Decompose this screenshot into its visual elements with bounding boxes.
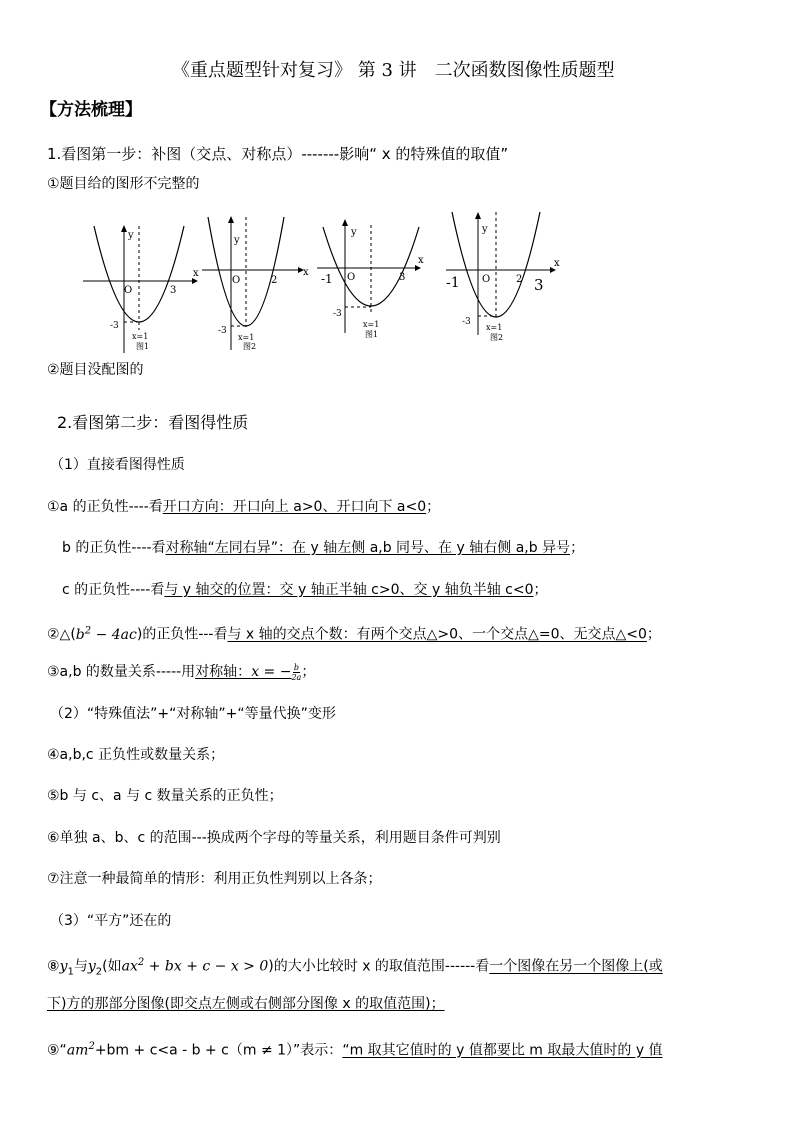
parabola-figures <box>80 210 560 355</box>
item-6: ⑥单独 a、b、c 的范围---换成两个字母的等量关系，利用题目条件可判别 <box>47 830 501 846</box>
graph-3-left-root: -1 <box>321 272 333 286</box>
delta-math: $b^2 - 4ac$ <box>75 625 137 643</box>
graph-2 <box>200 215 315 355</box>
graph-4-y-label: y <box>482 224 488 235</box>
graph-2-caption: 图2 <box>243 342 257 351</box>
ab-x: x <box>251 664 260 680</box>
graph-3-x-label: x <box>418 255 424 266</box>
delta-sign-line <box>47 621 661 645</box>
step1-item1: ①题目给的图形不完整的 <box>47 176 200 192</box>
graph-3-origin: O <box>347 272 356 283</box>
a-sign-rule: 开口方向：开口向上 a>0、开口向下 a<0 <box>162 499 427 515</box>
ab-rule-label: 对称轴： <box>195 664 252 680</box>
step2-heading: 2.看图第二步：看图得性质 <box>57 413 249 432</box>
item-9-rest: +bm + c<a - b + c（m ≠ 1）”表示： <box>94 1042 343 1059</box>
item-7: ⑦注意一种最简单的情形：利用正负性判别以上各条； <box>47 871 382 887</box>
ab-rule <box>195 664 301 680</box>
delta-math-b: b <box>75 626 85 643</box>
step2-sub2: （2）“特殊值法”+“对称轴”+“等量代换”变形 <box>50 706 336 722</box>
ab-relation-line <box>47 662 315 682</box>
c-sign-prefix: c 的正负性----看 <box>62 582 165 598</box>
ab-prefix: ③a,b 的数量关系-----用 <box>47 664 196 680</box>
item-8-expr: ax <box>121 958 138 975</box>
step1-item2: ②题目没配图的 <box>47 362 144 378</box>
ab-eq: = − <box>259 664 292 680</box>
graph-3-vertex-y: -3 <box>333 309 342 319</box>
graph-1 <box>80 218 200 358</box>
graph-3-axis-label: x=1 <box>363 320 380 329</box>
ab-fraction <box>291 663 301 682</box>
step2-sub3: （3）“平方”还在的 <box>50 913 172 929</box>
graph-4-x-label: x <box>554 258 560 269</box>
b-sign-rule: 对称轴“左同右异”：在 y 轴左侧 a,b 同号、在 y 轴右侧 a,b 异号 <box>165 540 571 556</box>
item-8-rule-part2: 下)方的那部分图像(即交点左侧或右侧部分图像 x 的取值范围)； <box>47 996 445 1012</box>
ab-end: ； <box>301 664 316 680</box>
delta-end: ； <box>646 626 661 643</box>
section-heading: 【方法梳理】 <box>40 100 142 120</box>
c-sign-rule: 与 y 轴交的位置：交 y 轴正半轴 c>0、交 y 轴负半轴 c<0 <box>164 582 534 598</box>
graph-1-origin: O <box>124 285 133 296</box>
item-9-line: $⑨“am^2+bm + c<a - b + c(m \ne 1)$”表示：“m 取其它值时的 y 值都要比 m 取最大值时的 y 值 <box>47 1041 663 1059</box>
item-4: ④a,b,c 正负性或数量关系； <box>47 747 225 763</box>
item-8-expr2: + bx + c − x > 0 <box>144 958 269 975</box>
item-8-and: 与 <box>73 958 88 975</box>
graph-3 <box>315 215 430 355</box>
delta-mid: )的正负性---看 <box>136 626 228 643</box>
graph-4-origin: O <box>482 274 491 285</box>
graph-2-root: 2 <box>271 275 278 286</box>
graph-2-y-label: y <box>234 235 240 246</box>
item-8-rule-part1: 一个图像在另一个图像上(或 <box>489 958 663 975</box>
item-9-prefix: ⑨“ <box>47 1042 67 1059</box>
graph-4-axis-label: x=1 <box>486 323 503 332</box>
item-8-prefix: ⑧ <box>47 958 60 975</box>
delta-prefix: ②△( <box>47 626 76 643</box>
page-title: 《重点题型针对复习》 第 3 讲 二次函数图像性质题型 <box>172 60 615 81</box>
delta-rule: 与 x 轴的交点个数：有两个交点△>0、一个交点△=0、无交点△<0 <box>227 626 647 643</box>
item-5: ⑤b 与 c、a 与 c 数量关系的正负性； <box>47 788 283 804</box>
item-8-line1: $⑧y_1$与$y_2$(如$ax^2$ + bx + c − x > 0)的大小比较时 x 的取值范围------看一个图像在另一个图像上(或 <box>47 957 663 978</box>
graph-1-y-label: y <box>128 230 134 241</box>
item-8-y2-sub: 2 <box>95 966 103 978</box>
item-8-y2: y <box>87 958 96 975</box>
b-sign-prefix: b 的正负性----看 <box>62 540 166 556</box>
graph-3-caption: 图1 <box>365 330 379 339</box>
graph-3-root: 3 <box>399 272 406 283</box>
item-8-y1-sub: 1 <box>67 966 74 978</box>
c-sign-line <box>62 580 548 600</box>
graph-1-vertex-y: -3 <box>110 321 119 331</box>
graph-2-axis-label: x=1 <box>238 333 255 342</box>
graph-1-root: 3 <box>170 285 177 296</box>
item-8-y1: y <box>59 958 68 975</box>
graph-3-y-label: y <box>351 227 357 238</box>
graph-2-x-label: x <box>303 267 309 278</box>
graph-2-origin: O <box>232 275 241 286</box>
graph-1-axis-label: x=1 <box>132 332 149 341</box>
step2-sub1: （1）直接看图得性质 <box>50 457 185 473</box>
ab-den: 2a <box>291 672 302 682</box>
graph-4-left-root: -1 <box>446 275 460 291</box>
graph-4-vertex-y: -3 <box>462 317 471 327</box>
a-sign-line <box>47 497 440 517</box>
item-9-rule: “m 取其它值时的 y 值都要比 m 取最大值时的 y 值 <box>342 1042 663 1059</box>
item-8-open: (如 <box>102 958 122 975</box>
item-9-am: am <box>66 1042 89 1059</box>
graph-4 <box>442 210 562 350</box>
graph-4-caption: 图2 <box>490 333 504 342</box>
a-sign-end: ； <box>426 499 441 515</box>
graph-1-x-label: x <box>193 268 199 279</box>
delta-math-rest: − 4ac <box>91 626 137 643</box>
c-sign-end: ； <box>533 582 548 598</box>
graph-2-vertex-y: -3 <box>218 326 227 336</box>
graph-4-root2: 3 <box>534 276 544 294</box>
step1-text: 1.看图第一步：补图（交点、对称点）-------影响“ x 的特殊值的取值” <box>47 145 509 163</box>
ab-num: b <box>293 662 299 672</box>
item-8-mid: )的大小比较时 x 的取值范围------看 <box>268 958 490 975</box>
b-sign-end: ； <box>570 540 585 556</box>
item-8-line2 <box>47 994 445 1014</box>
graph-1-caption: 图1 <box>136 342 150 351</box>
graph-4-root: 2 <box>516 274 523 285</box>
a-sign-prefix: ①a 的正负性----看 <box>47 499 163 515</box>
b-sign-line <box>62 538 584 558</box>
